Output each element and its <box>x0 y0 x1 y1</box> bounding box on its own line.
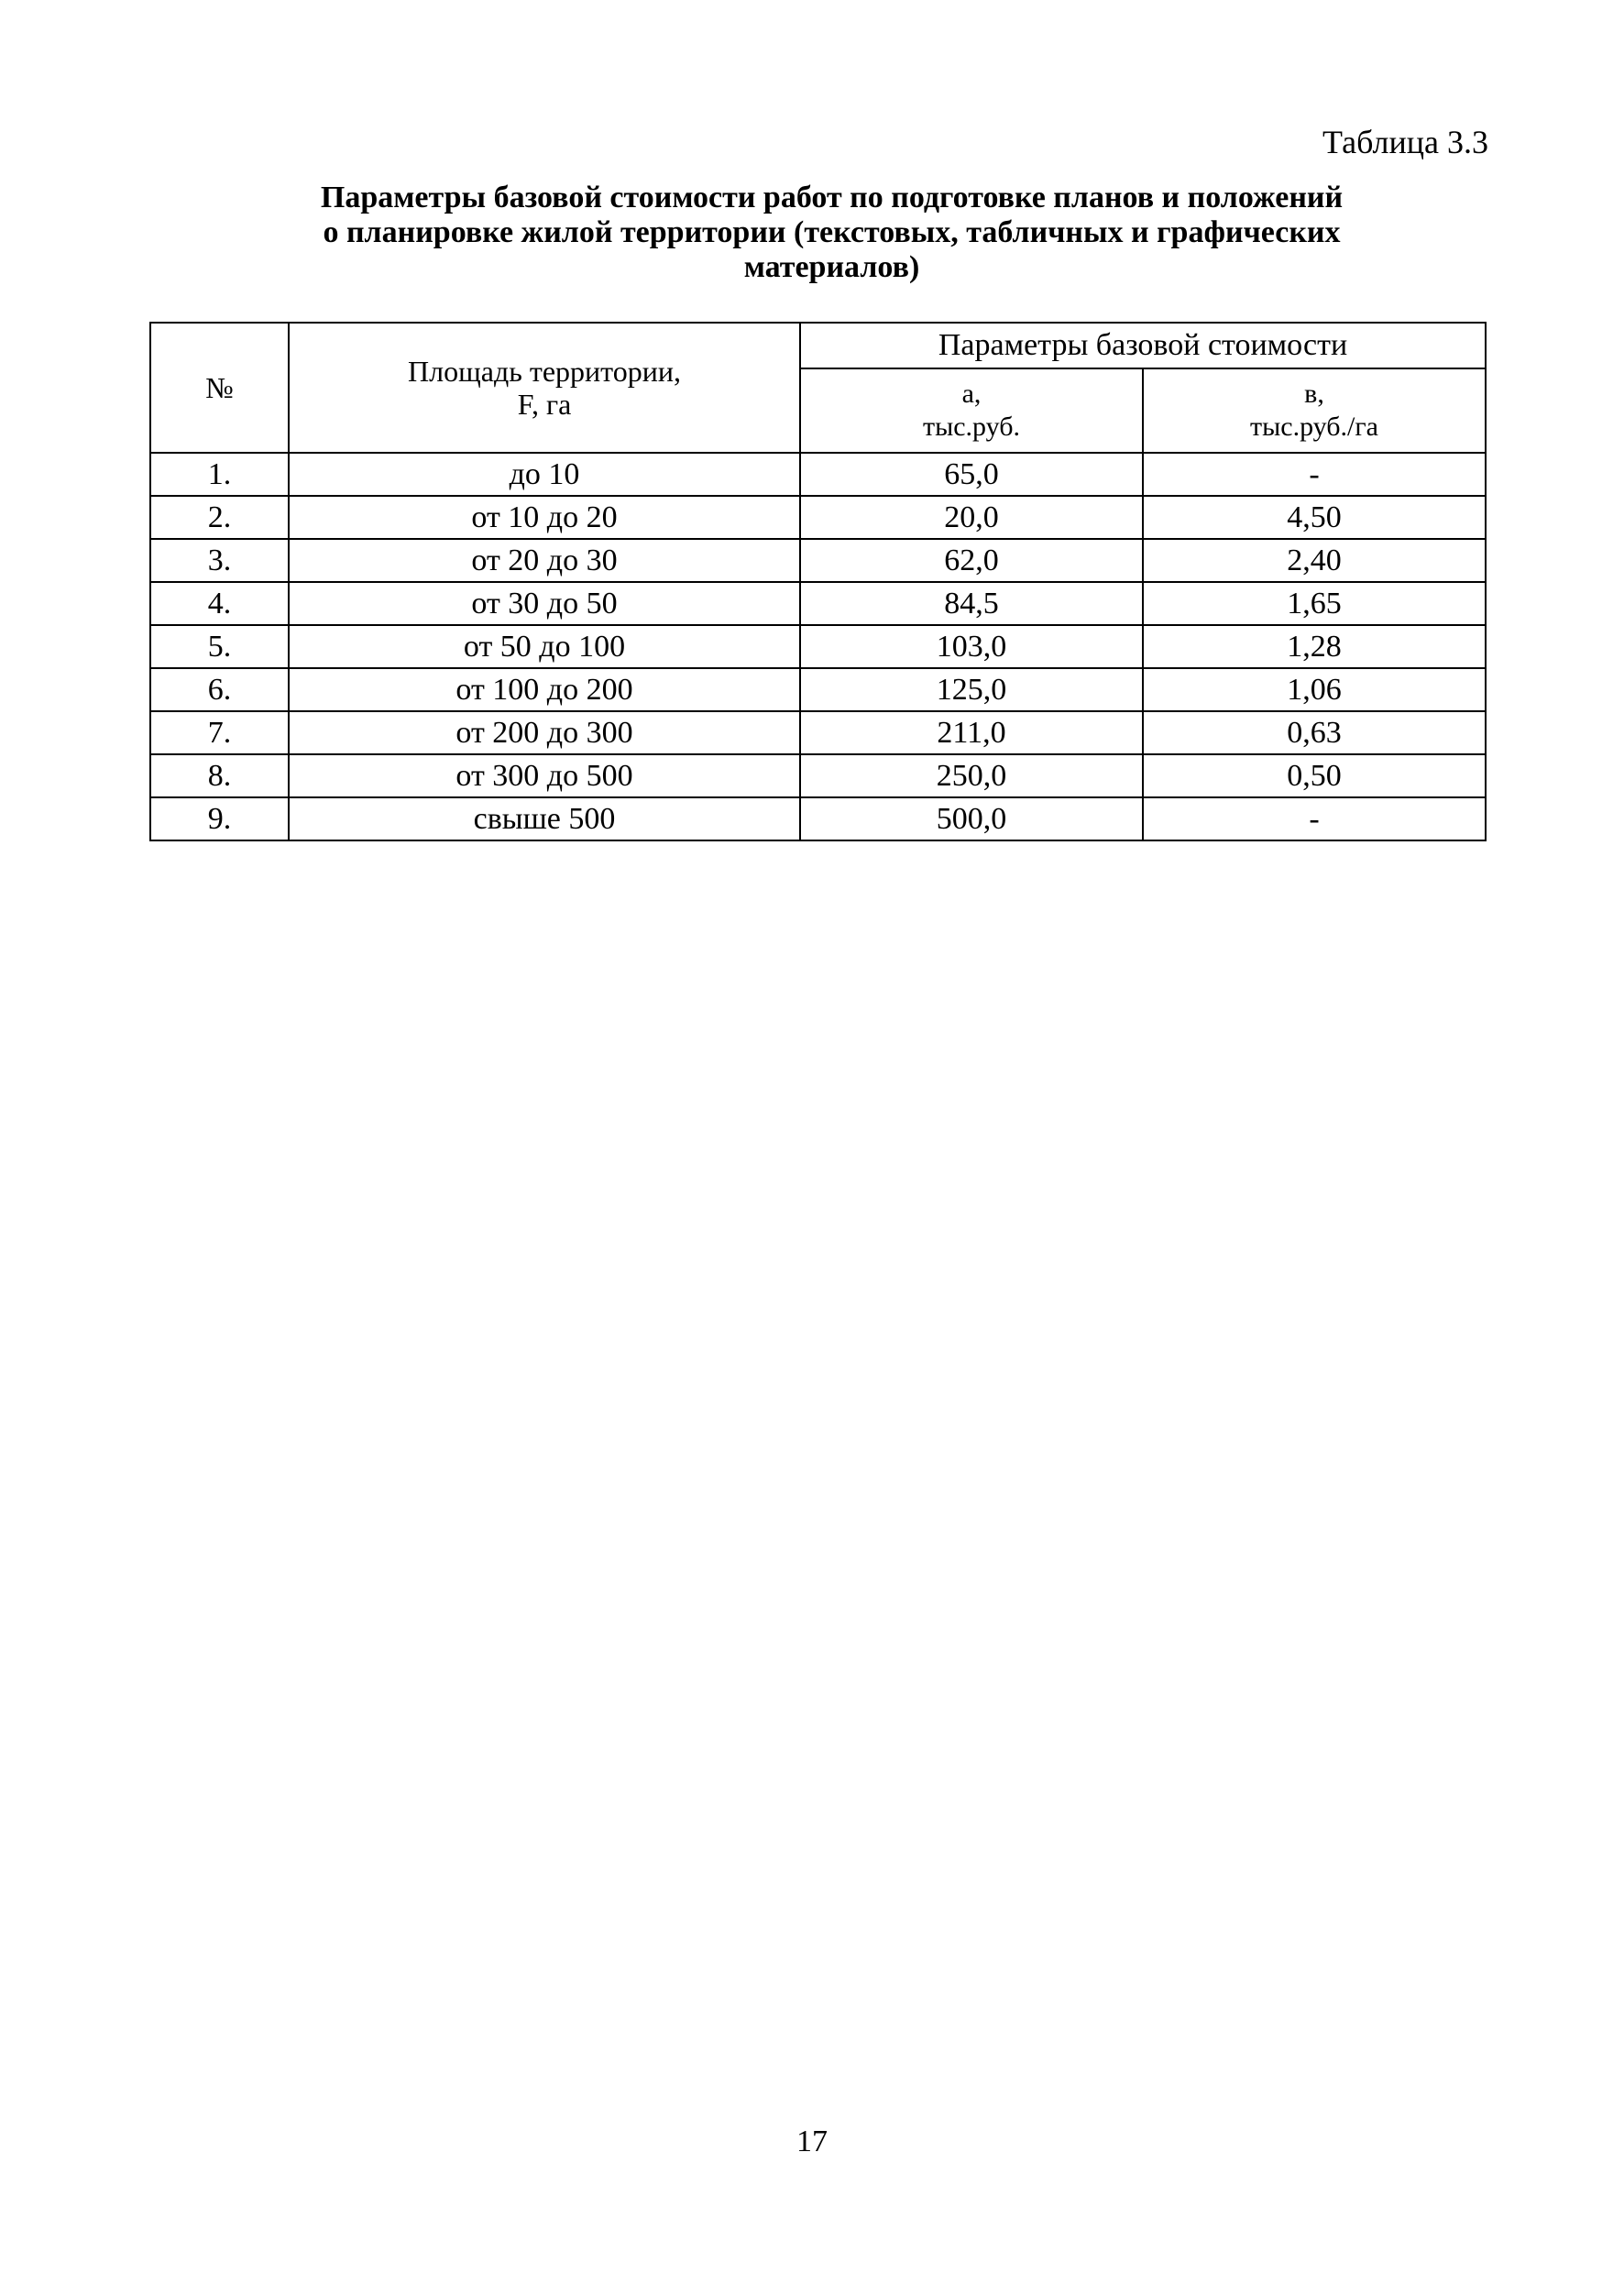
table-row <box>150 711 1486 754</box>
cell-param-b: 1,06 <box>1143 668 1486 711</box>
table-row <box>150 797 1486 840</box>
cell-number: 9. <box>150 797 289 840</box>
cell-area: от 300 до 500 <box>289 754 800 797</box>
cell-param-b: 0,63 <box>1143 711 1486 754</box>
header-cost-params: Параметры базовой стоимости <box>800 323 1486 368</box>
header-area-line-2: F, га <box>517 388 572 421</box>
header-param-a-unit: тыс.руб. <box>922 412 1021 442</box>
cell-param-a: 103,0 <box>800 625 1143 668</box>
cell-number: 1. <box>150 453 289 496</box>
cell-param-a: 125,0 <box>800 668 1143 711</box>
cell-param-a: 211,0 <box>800 711 1143 754</box>
cell-number: 4. <box>150 582 289 625</box>
header-param-b-symbol: в, <box>1304 379 1324 409</box>
header-number: № <box>150 323 289 453</box>
cell-param-b: - <box>1143 797 1486 840</box>
cell-number: 8. <box>150 754 289 797</box>
cell-param-a: 250,0 <box>800 754 1143 797</box>
cell-area: от 10 до 20 <box>289 496 800 539</box>
page-number: 17 <box>796 2125 828 2158</box>
cell-param-b: - <box>1143 453 1486 496</box>
table-body <box>150 453 1486 840</box>
cell-param-a: 20,0 <box>800 496 1143 539</box>
title-line-1: Параметры базовой стоимости работ по подготовке планов и положений <box>320 181 1344 214</box>
cell-area: свыше 500 <box>289 797 800 840</box>
cell-param-b: 1,28 <box>1143 625 1486 668</box>
title-line-2: о планировке жилой территории (текстовых, табличных и графических <box>323 215 1341 249</box>
document-title <box>165 181 1498 285</box>
header-area-line-1: Площадь территории, <box>408 355 681 388</box>
cell-param-b: 4,50 <box>1143 496 1486 539</box>
cell-number: 6. <box>150 668 289 711</box>
table-row <box>150 754 1486 797</box>
cell-number: 2. <box>150 496 289 539</box>
header-param-a <box>800 368 1143 453</box>
cell-param-b: 1,65 <box>1143 582 1486 625</box>
title-line-3: материалов) <box>743 250 920 284</box>
table-row <box>150 496 1486 539</box>
table-row <box>150 668 1486 711</box>
cell-area: от 200 до 300 <box>289 711 800 754</box>
cell-area: до 10 <box>289 453 800 496</box>
header-param-b-unit: тыс.руб./га <box>1249 412 1378 442</box>
header-area <box>289 323 800 453</box>
header-param-b <box>1143 368 1486 453</box>
cell-param-b: 2,40 <box>1143 539 1486 582</box>
table-number-label: Таблица 3.3 <box>1322 124 1488 160</box>
table-row <box>150 625 1486 668</box>
cell-param-a: 65,0 <box>800 453 1143 496</box>
cell-param-a: 500,0 <box>800 797 1143 840</box>
base-cost-table <box>149 322 1487 841</box>
header-param-a-symbol: а, <box>961 379 982 409</box>
cell-area: от 20 до 30 <box>289 539 800 582</box>
cell-param-a: 84,5 <box>800 582 1143 625</box>
cell-param-b: 0,50 <box>1143 754 1486 797</box>
cell-area: от 30 до 50 <box>289 582 800 625</box>
cell-number: 7. <box>150 711 289 754</box>
cell-number: 5. <box>150 625 289 668</box>
cell-area: от 50 до 100 <box>289 625 800 668</box>
table-row <box>150 453 1486 496</box>
table-row <box>150 582 1486 625</box>
table-row <box>150 539 1486 582</box>
cell-param-a: 62,0 <box>800 539 1143 582</box>
cell-area: от 100 до 200 <box>289 668 800 711</box>
cell-number: 3. <box>150 539 289 582</box>
table-header-row <box>150 323 1486 368</box>
